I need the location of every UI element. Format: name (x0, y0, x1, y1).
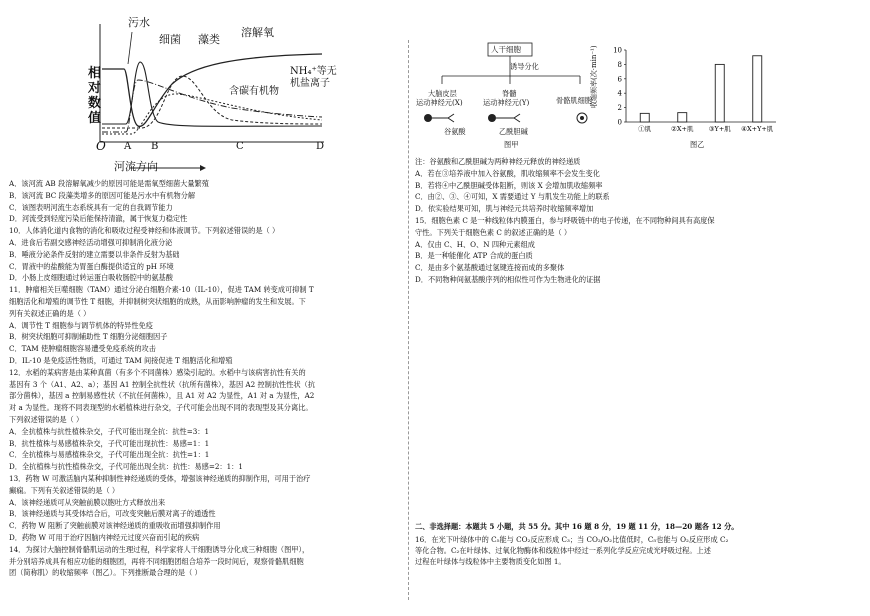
label-zaolei: 藻类 (198, 33, 220, 46)
y-tick-label: 8 (617, 60, 622, 69)
text-line: A．进食后若副交感神经活动增强可抑制消化液分泌 (9, 238, 173, 247)
text-line: D．河流受到轻度污染后能保持清澈，属于恢复力稳定性 (9, 214, 188, 224)
label-xijun: 细菌 (159, 33, 181, 46)
oxygen-curve (102, 54, 322, 126)
text-line: 部分菌株），基因 a 控制易感性状（不抗任何菌株），且 A1 对 A2 为显性，A1 对 a 为显性，A2 (9, 391, 315, 401)
ylabel-3: 数 (88, 96, 102, 111)
y-tick-label: 2 (617, 104, 622, 113)
text-line: B．是一种能催化 ATP 合成的蛋白质 (415, 251, 533, 261)
tick-o: O (96, 139, 106, 153)
label-wushui: 污水 (128, 16, 150, 29)
text-line: A．全抗植株与抗性植株杂交，子代可能出现全抗：抗性=3：1 (9, 426, 210, 436)
text-line: 14．为探讨大脑控制骨骼肌运动的生理过程，科学家将人干细胞诱导分化成三种细胞（图甲）， (9, 544, 310, 554)
arrow-label: 河流方向 (114, 160, 158, 173)
q16-line2: 等化合物。C₂在叶绿体、过氧化物酶体和线粒体中经过一系列化学反应完成光呼吸过程。上述 (415, 546, 711, 555)
text-line: B．若将④中乙酰胆碱受体阻断，则该 X 会增加肌收缩频率 (415, 180, 603, 190)
text-line: 15．细胞色素 C 是一种线粒体内膜蛋白，参与呼吸链中的电子传递，在不同物种间具有高度保 (415, 216, 715, 225)
text-line: C．由②、③、④可知，X 需要通过 Y 与肌发生功能上的联系 (415, 192, 610, 202)
y-tick-label: 0 (617, 118, 622, 127)
jia-n2: 乙酰胆碱 (499, 127, 528, 136)
text-line: 10．人体消化道内食物的消化和吸收过程受神经和体液调节。下列叙述错误的是（ ） (9, 226, 280, 236)
text-line: B．抗性植株与易感植株杂交，子代可能出现抗性：易感=1：1 (9, 438, 210, 448)
jia-c2b: 运动神经元(Y) (483, 98, 530, 107)
text-line: 并分别培养成具有相应功能的细胞团，再将不同细胞团组合培养一段时间后，观察骨骼肌细胞 (9, 556, 304, 566)
text-line: A．若在③培养液中加入谷氨酸，肌收缩频率不会发生变化 (415, 168, 600, 178)
text-line: 基因有 3 个（A1、A2、a）；基因 A1 控制全抗性状（抗所有菌株），基因 A2 控制抗性性状（抗 (9, 379, 315, 389)
bar (678, 113, 687, 122)
jia-diff: 诱导分化 (510, 62, 539, 71)
bar (715, 64, 724, 122)
bacteria-curve (102, 62, 322, 126)
text-line: A．调节性 T 细胞参与调节机体的特异性免疫 (9, 320, 153, 330)
ylabel-1: 相 (88, 66, 102, 81)
jia-stem: 人干细胞 (491, 45, 521, 54)
text-line: B．该神经递质与其受体结合后，可改变突触后膜对离子的通透性 (9, 509, 216, 519)
text-line: 列有关叙述正确的是（ ） (9, 308, 91, 318)
tick-d: D (316, 141, 325, 152)
text-line: D．不同物种间氨基酸序列的相似性可作为生物进化的证据 (415, 275, 601, 284)
text-line: 癫痫。下列有关叙述错误的是（ ） (9, 485, 120, 495)
text-line: B．树突状细胞可抑制辅助性 T 细胞分泌细胞因子 (9, 332, 168, 342)
label-hantan: 含碳有机物 (229, 86, 279, 97)
tick-b: B (151, 141, 159, 152)
bar (640, 113, 649, 122)
label-nh4-b: 机盐离子 (290, 78, 330, 89)
text-line: 下列叙述错误的是（ ） (9, 415, 84, 424)
jia-c1b: 运动神经元(X) (416, 98, 463, 107)
y-tick-label: 6 (617, 75, 622, 84)
yi-caption: 图乙 (690, 140, 705, 149)
jia-n1: 谷氨酸 (444, 127, 466, 136)
text-line: 13．药物 W 可激活脑内某种抑制性神经递质的受体，增强该神经递质的抑制作用，可用于治疗 (9, 474, 311, 483)
text-line: 12．水稻的某病害是由某种真菌（有多个不同菌株）感染引起的。水稻中与该病害抗性有关的 (9, 367, 306, 377)
tick-c: C (236, 141, 244, 152)
x-tick-label: ②X+肌 (671, 125, 694, 133)
text-line: D．全抗植株与抗性植株杂交，子代可能出现全抗：抗性：易感=2：1：1 (9, 462, 243, 472)
text-line: 守性。下列关于细胞色素 C 的叙述正确的是（ ） (415, 227, 572, 237)
text-line: C．该图表明河流生态系统具有一定的自我调节能力 (9, 202, 173, 212)
text-line: C．是由多个氨基酸通过氢键连接而成的多聚体 (415, 263, 565, 273)
text-line: 注：谷氨酸和乙酰胆碱为两种神经元释放的神经递质 (415, 157, 581, 166)
text-line: C．药物 W 阻断了突触前膜对该神经递质的重吸收而增强抑制作用 (9, 521, 221, 531)
column-divider (408, 40, 409, 600)
bar (753, 56, 762, 122)
yi-ylabel: 收缩频率(次·min⁻¹) (590, 45, 598, 108)
text-line: 团（简称肌）的收缩频率（图乙）。下列推断最合理的是（ ） (9, 568, 202, 578)
text-line: D．小肠上皮细胞通过转运蛋白吸收肠腔中的氨基酸 (9, 273, 173, 283)
jia-c1a: 大脑皮层 (428, 89, 457, 98)
y-tick-label: 4 (617, 89, 622, 98)
text-line: D．依实验结果可知，肌与神经元共培养时收缩频率增加 (415, 204, 594, 214)
text-line: C．胃液中的盐酸能为胃蛋白酶提供适宜的 pH 环境 (9, 261, 174, 271)
text-line: 对 a 为显性。现将不同表现型的水稻植株进行杂交，子代可能会出现不同的表现型及其分离比。 (9, 403, 313, 413)
q16-line3: 过程在叶绿体与线粒体中主要物质变化如图 1。 (415, 557, 566, 566)
jia-c2a: 脊髓 (502, 89, 517, 98)
x-tick-label: ③Y+肌 (708, 125, 731, 133)
text-line: D．IL-10 是免疫活性物质，可通过 TAM 间接促进 T 细胞活化和增殖 (9, 356, 233, 365)
label-rongjieyang: 溶解氧 (241, 26, 274, 39)
jia-caption: 图甲 (504, 140, 519, 149)
q16-line1: 16．在光下叶绿体中的 C₅能与 CO₂反应形成 C₃；当 CO₂/O₂比值低时，C₅也能与 O₂反应形成 C₂ (415, 535, 729, 544)
text-line: 11．肿瘤相关巨噬细胞（TAM）通过分泌白细胞介素-10（IL-10），促进 TAM 转变成可抑制 T (9, 285, 314, 295)
ylabel-4: 值 (88, 111, 102, 126)
jia-c3: 骨骼肌细胞 (556, 96, 592, 105)
text-line: B．唾液分泌条件反射的建立需要以非条件反射为基础 (9, 249, 180, 259)
text-line: A．该神经递质可从突触前膜以胞吐方式释放出来 (9, 497, 166, 507)
x-tick-label: ①肌 (638, 125, 652, 133)
y-tick-label: 10 (613, 46, 622, 55)
text-line: C．TAM 使肿瘤细胞容易遭受免疫系统的攻击 (9, 344, 156, 354)
text-line: A．仅由 C、H、O、N 四种元素组成 (415, 239, 535, 249)
label-nh4: NH₄⁺等无 (290, 66, 337, 77)
carbon-curve (102, 80, 322, 132)
tick-a: A (124, 141, 132, 152)
part2-heading: 二、非选择题：本题共 5 小题，共 55 分。其中 16 题 8 分，19 题 11 分，18—20 题各 12 分。 (415, 522, 739, 531)
text-line: A．该河流 AB 段溶解氧减少的原因可能是需氧型细菌大量繁殖 (9, 179, 209, 188)
text-line: 细胞活化和增殖的调节性 T 细胞，并抑制树突状细胞的成熟，从而影响肿瘤的发生和发展。下 (9, 297, 306, 306)
neuron-y-icon (488, 114, 520, 122)
neuron-x-icon (424, 114, 454, 122)
text-line: C．全抗植株与易感植株杂交，子代可能出现全抗：抗性=1：1 (9, 450, 210, 460)
x-tick-label: ④X+Y+肌 (741, 125, 774, 133)
ylabel-2: 对 (88, 81, 102, 96)
muscle-cell-icon (577, 113, 587, 123)
text-line: D．药物 W 可用于治疗因脑内神经元过度兴奋而引起的疾病 (9, 533, 200, 542)
figure-yi-chart (600, 40, 780, 152)
text-line: B．该河流 BC 段藻类增多的原因可能是污水中有机物分解 (9, 190, 196, 200)
